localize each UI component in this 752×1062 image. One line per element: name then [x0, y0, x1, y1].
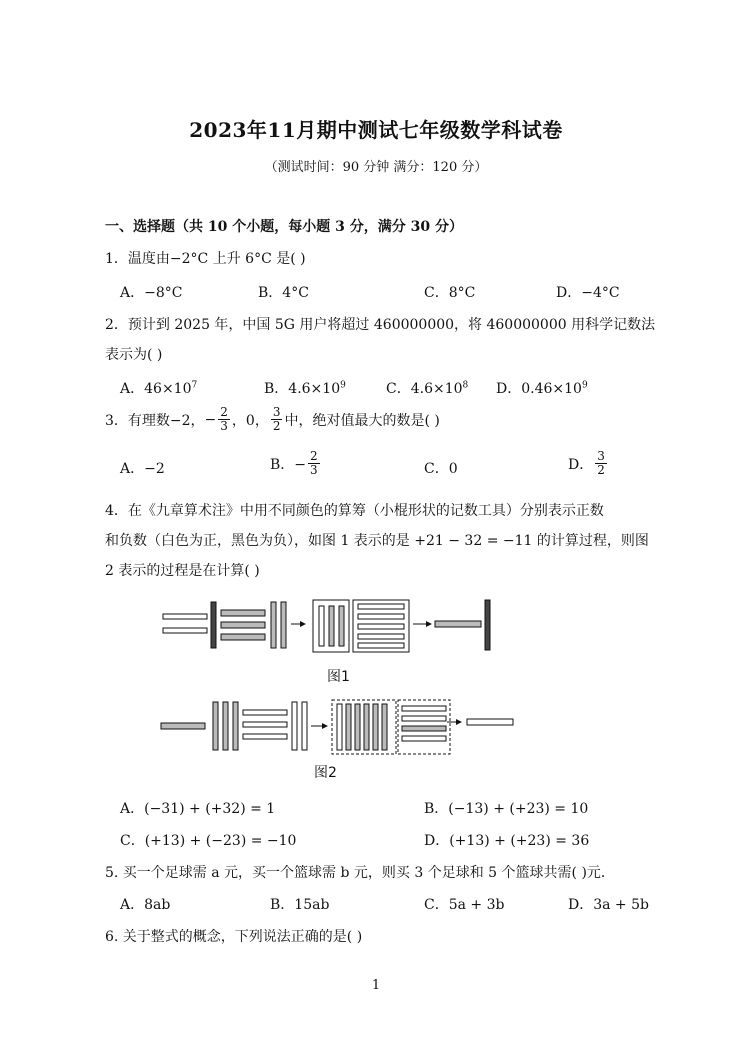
q3-f2-num: 3 [272, 405, 281, 419]
question-4-stem-line2: 和负数（白色为正，黑色为负），如图 1 表示的是 +21 − 32 = −11 的计算过程，则图 [105, 533, 649, 549]
q3-option-b-label: B．− [270, 456, 307, 473]
q5-option-c: C．5a + 3b [424, 897, 505, 913]
q3-fraction-1 [218, 406, 230, 433]
q2-option-d [496, 378, 588, 398]
page-title: 2023年11月期中测试七年级数学科试卷 [189, 118, 563, 142]
q3-option-b-fraction [308, 450, 320, 477]
q3-stem-pre: 3．有理数−2， [105, 412, 205, 429]
q1-option-c: C．8°C [424, 285, 476, 301]
q4-option-a: A．(−31) + (+32) = 1 [120, 801, 276, 817]
question-6-stem: 6. 关于整式的概念，下列说法正确的是( ) [105, 929, 363, 945]
section-heading: 一、选择题（共 10 个小题，每小题 3 分，满分 30 分） [105, 219, 463, 235]
q1-option-a: A．−8°C [120, 285, 183, 301]
q3-option-c: C．0 [424, 461, 458, 477]
q2-option-c-label: C． [386, 381, 411, 397]
question-5-stem: 5. 买一个足球需 a 元，买一个篮球需 b 元，则买 3 个足球和 5 个篮球共需( )元． [105, 865, 615, 881]
figure-2-counting-rods [155, 698, 520, 756]
q2-option-d-label: D． [496, 381, 522, 397]
q2-option-d-exp: 9 [581, 380, 588, 391]
q3-option-a: A．−2 [120, 461, 165, 477]
q3-option-d-num: 3 [597, 449, 605, 463]
exam-info: （测试时间：90 分钟 满分：120 分） [264, 160, 488, 175]
q3-option-d [568, 450, 609, 477]
q3-f1-den: 3 [220, 419, 228, 433]
q5-option-d: D．3a + 5b [568, 897, 649, 913]
question-4-stem-line3: 2 表示的过程是在计算( ) [105, 563, 260, 579]
figure-1-caption: 图1 [327, 669, 350, 685]
q1-option-d: D．−4°C [556, 285, 620, 301]
question-1-stem: 1．温度由−2°C 上升 6°C 是( ) [105, 251, 306, 267]
q3-minus: − [204, 411, 217, 428]
question-3-stem [105, 406, 440, 433]
q4-option-c: C．(+13) + (−23) = −10 [120, 833, 297, 849]
q2-option-b-base: 4.6×10 [288, 381, 341, 397]
q2-option-b [264, 378, 346, 398]
q3-option-d-den: 2 [597, 463, 605, 477]
q2-option-a-label: A． [120, 381, 145, 397]
q2-option-b-label: B． [264, 381, 289, 397]
q3-fraction-2 [271, 406, 283, 433]
q3-option-b [270, 450, 322, 477]
q2-option-c-exp: 8 [462, 380, 469, 391]
q3-stem-post: 中，绝对值最大的数是( ) [284, 412, 440, 429]
q3-option-d-fraction [595, 450, 607, 477]
q3-f1-num: 2 [220, 405, 228, 419]
q4-option-b: B．(−13) + (+23) = 10 [424, 801, 589, 817]
q5-option-a: A．8ab [120, 897, 171, 913]
q1-option-b: B．4°C [258, 285, 309, 301]
q4-option-d: D．(+13) + (+23) = 36 [424, 833, 590, 849]
q2-option-a-base: 46×10 [144, 381, 192, 397]
q3-option-b-den: 3 [310, 463, 318, 477]
q3-option-d-label: D． [568, 456, 594, 473]
figure-1-counting-rods [155, 596, 505, 656]
q2-option-c [386, 378, 468, 398]
question-2-stem-line2: 表示为( ) [105, 347, 163, 363]
question-2-stem-line1: 2．预计到 2025 年，中国 5G 用户将超过 460000000，将 460000000 用科学记数法 [105, 317, 656, 333]
q2-option-c-base: 4.6×10 [410, 381, 463, 397]
question-4-stem-line1: 4．在《九章算术注》中用不同颜色的算筹（小棍形状的记数工具）分别表示正数 [105, 503, 604, 519]
q2-option-b-exp: 9 [340, 380, 346, 391]
q5-option-b: B．15ab [270, 897, 330, 913]
figure-2-caption: 图2 [314, 765, 337, 781]
q2-option-a [120, 378, 197, 398]
q2-option-d-base: 0.46×10 [521, 381, 582, 397]
q3-stem-mid: ，0， [231, 412, 269, 429]
q3-option-b-num: 2 [310, 449, 318, 463]
q2-option-a-exp: 7 [191, 380, 198, 391]
q3-f2-den: 2 [272, 419, 281, 433]
page-number: 1 [371, 978, 381, 993]
